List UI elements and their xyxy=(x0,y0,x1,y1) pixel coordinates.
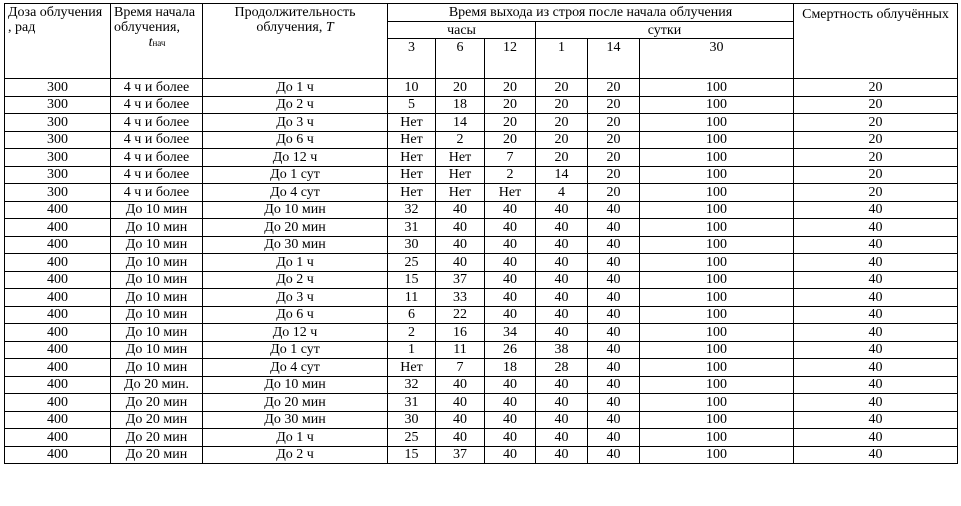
header-day-col: 1 xyxy=(536,39,588,79)
header-start-label: Время начала облучения, xyxy=(114,5,196,35)
cell-mortality: 40 xyxy=(794,254,958,272)
cell-d1: 40 xyxy=(536,219,588,237)
cell-dose: 400 xyxy=(5,359,111,377)
cell-start-time: 4 ч и более xyxy=(111,131,203,149)
cell-duration: До 10 мин xyxy=(203,376,388,394)
cell-d14: 20 xyxy=(588,166,640,184)
cell-duration: До 3 ч xyxy=(203,289,388,307)
cell-start-time: 4 ч и более xyxy=(111,149,203,167)
table-body xyxy=(5,79,958,464)
header-hour-col: 3 xyxy=(388,39,436,79)
cell-h3: 25 xyxy=(388,429,436,447)
cell-start-time: До 20 мин xyxy=(111,429,203,447)
cell-mortality: 40 xyxy=(794,429,958,447)
cell-h6: 20 xyxy=(436,79,485,97)
cell-d1: 20 xyxy=(536,114,588,132)
cell-d14: 40 xyxy=(588,411,640,429)
cell-mortality: 40 xyxy=(794,219,958,237)
cell-start-time: До 10 мин xyxy=(111,271,203,289)
cell-duration: До 30 мин xyxy=(203,411,388,429)
cell-dose: 400 xyxy=(5,271,111,289)
cell-d14: 40 xyxy=(588,271,640,289)
cell-d1: 20 xyxy=(536,79,588,97)
header-day-col: 14 xyxy=(588,39,640,79)
cell-d30: 100 xyxy=(640,446,794,464)
cell-start-time: 4 ч и более xyxy=(111,79,203,97)
cell-h12: 7 xyxy=(485,149,536,167)
header-failure-time: Время выхода из строя после начала облучения xyxy=(388,4,794,22)
cell-h12: 26 xyxy=(485,341,536,359)
cell-mortality: 20 xyxy=(794,184,958,202)
cell-start-time: До 10 мин xyxy=(111,236,203,254)
table-row xyxy=(5,149,958,167)
cell-d1: 28 xyxy=(536,359,588,377)
cell-d1: 20 xyxy=(536,149,588,167)
cell-duration: До 1 ч xyxy=(203,429,388,447)
cell-mortality: 40 xyxy=(794,446,958,464)
cell-d30: 100 xyxy=(640,166,794,184)
cell-h6: Нет xyxy=(436,149,485,167)
cell-duration: До 1 сут xyxy=(203,341,388,359)
header-duration-label: Продолжительность xyxy=(234,5,356,20)
table-header xyxy=(5,4,958,79)
cell-h3: 15 xyxy=(388,446,436,464)
header-duration xyxy=(203,4,388,79)
cell-h12: 40 xyxy=(485,201,536,219)
cell-start-time: 4 ч и более xyxy=(111,166,203,184)
cell-dose: 300 xyxy=(5,184,111,202)
cell-h3: 32 xyxy=(388,376,436,394)
table-row xyxy=(5,359,958,377)
cell-d14: 20 xyxy=(588,184,640,202)
cell-d30: 100 xyxy=(640,236,794,254)
cell-h3: Нет xyxy=(388,359,436,377)
cell-d30: 100 xyxy=(640,289,794,307)
cell-dose: 400 xyxy=(5,429,111,447)
cell-d30: 100 xyxy=(640,79,794,97)
cell-start-time: До 10 мин xyxy=(111,341,203,359)
cell-duration: До 6 ч xyxy=(203,131,388,149)
cell-h12: 20 xyxy=(485,79,536,97)
cell-d30: 100 xyxy=(640,394,794,412)
cell-d1: 40 xyxy=(536,254,588,272)
radiation-table xyxy=(4,3,958,464)
cell-duration: До 6 ч xyxy=(203,306,388,324)
cell-start-time: До 20 мин xyxy=(111,411,203,429)
cell-d1: 40 xyxy=(536,376,588,394)
cell-h6: 37 xyxy=(436,271,485,289)
header-duration-symbol: T xyxy=(325,20,334,35)
cell-mortality: 20 xyxy=(794,166,958,184)
cell-duration: До 2 ч xyxy=(203,271,388,289)
cell-mortality: 40 xyxy=(794,359,958,377)
cell-start-time: До 20 мин xyxy=(111,446,203,464)
cell-h12: 40 xyxy=(485,219,536,237)
cell-mortality: 40 xyxy=(794,201,958,219)
cell-h6: 40 xyxy=(436,429,485,447)
table-row xyxy=(5,446,958,464)
header-hour-col: 12 xyxy=(485,39,536,79)
cell-d30: 100 xyxy=(640,359,794,377)
cell-h3: 15 xyxy=(388,271,436,289)
cell-d30: 100 xyxy=(640,324,794,342)
cell-dose: 400 xyxy=(5,289,111,307)
cell-duration: До 20 мин xyxy=(203,394,388,412)
cell-d14: 40 xyxy=(588,236,640,254)
cell-h3: 31 xyxy=(388,394,436,412)
header-dose: Доза облучения , рад xyxy=(5,4,111,79)
cell-h12: Нет xyxy=(485,184,536,202)
cell-h12: 20 xyxy=(485,96,536,114)
cell-h12: 2 xyxy=(485,166,536,184)
cell-h12: 20 xyxy=(485,114,536,132)
cell-duration: До 3 ч xyxy=(203,114,388,132)
cell-d30: 100 xyxy=(640,254,794,272)
cell-h3: Нет xyxy=(388,149,436,167)
cell-dose: 400 xyxy=(5,394,111,412)
cell-h12: 40 xyxy=(485,306,536,324)
cell-d30: 100 xyxy=(640,429,794,447)
cell-mortality: 40 xyxy=(794,376,958,394)
cell-h3: 5 xyxy=(388,96,436,114)
cell-d1: 40 xyxy=(536,411,588,429)
cell-duration: До 4 сут xyxy=(203,184,388,202)
cell-mortality: 20 xyxy=(794,131,958,149)
cell-d1: 4 xyxy=(536,184,588,202)
table-row xyxy=(5,201,958,219)
table-row xyxy=(5,341,958,359)
cell-d14: 20 xyxy=(588,149,640,167)
cell-h6: 40 xyxy=(436,254,485,272)
table-row xyxy=(5,166,958,184)
cell-start-time: До 10 мин xyxy=(111,201,203,219)
cell-h6: 33 xyxy=(436,289,485,307)
cell-h6: 40 xyxy=(436,376,485,394)
table-row xyxy=(5,306,958,324)
cell-d14: 40 xyxy=(588,429,640,447)
cell-h3: 11 xyxy=(388,289,436,307)
table-row xyxy=(5,324,958,342)
cell-h12: 40 xyxy=(485,271,536,289)
table-row xyxy=(5,254,958,272)
cell-mortality: 40 xyxy=(794,306,958,324)
cell-d14: 40 xyxy=(588,306,640,324)
cell-duration: До 12 ч xyxy=(203,149,388,167)
table-row xyxy=(5,289,958,307)
cell-h3: 30 xyxy=(388,411,436,429)
cell-h12: 34 xyxy=(485,324,536,342)
cell-mortality: 40 xyxy=(794,394,958,412)
cell-dose: 300 xyxy=(5,114,111,132)
table-row xyxy=(5,236,958,254)
cell-duration: До 1 сут xyxy=(203,166,388,184)
header-days: сутки xyxy=(536,22,794,39)
cell-duration: До 2 ч xyxy=(203,446,388,464)
cell-d30: 100 xyxy=(640,306,794,324)
cell-d1: 40 xyxy=(536,306,588,324)
cell-h3: 1 xyxy=(388,341,436,359)
cell-d1: 14 xyxy=(536,166,588,184)
cell-dose: 300 xyxy=(5,131,111,149)
cell-h6: 16 xyxy=(436,324,485,342)
cell-dose: 400 xyxy=(5,341,111,359)
table-row xyxy=(5,184,958,202)
cell-duration: До 20 мин xyxy=(203,219,388,237)
cell-h6: 40 xyxy=(436,219,485,237)
table-row xyxy=(5,114,958,132)
cell-h6: 14 xyxy=(436,114,485,132)
cell-d1: 40 xyxy=(536,394,588,412)
cell-dose: 400 xyxy=(5,376,111,394)
cell-d14: 20 xyxy=(588,79,640,97)
cell-duration: До 1 ч xyxy=(203,79,388,97)
cell-start-time: До 20 мин. xyxy=(111,376,203,394)
cell-h3: 30 xyxy=(388,236,436,254)
table-row xyxy=(5,79,958,97)
cell-d14: 40 xyxy=(588,324,640,342)
cell-d14: 40 xyxy=(588,446,640,464)
cell-h3: Нет xyxy=(388,184,436,202)
cell-h3: 31 xyxy=(388,219,436,237)
cell-mortality: 40 xyxy=(794,236,958,254)
cell-d14: 20 xyxy=(588,96,640,114)
cell-d14: 40 xyxy=(588,341,640,359)
cell-h6: 7 xyxy=(436,359,485,377)
cell-h12: 20 xyxy=(485,131,536,149)
cell-h12: 40 xyxy=(485,411,536,429)
cell-duration: До 1 ч xyxy=(203,254,388,272)
cell-h3: 25 xyxy=(388,254,436,272)
cell-h12: 40 xyxy=(485,254,536,272)
cell-h6: 40 xyxy=(436,201,485,219)
cell-d14: 40 xyxy=(588,394,640,412)
header-mortality: Смертность облучённых xyxy=(794,4,958,79)
table-row xyxy=(5,131,958,149)
cell-duration: До 4 сут xyxy=(203,359,388,377)
cell-start-time: 4 ч и более xyxy=(111,184,203,202)
cell-h12: 40 xyxy=(485,236,536,254)
cell-dose: 400 xyxy=(5,201,111,219)
cell-d1: 40 xyxy=(536,271,588,289)
cell-start-time: До 20 мин xyxy=(111,394,203,412)
table-row xyxy=(5,376,958,394)
table-row xyxy=(5,271,958,289)
cell-d30: 100 xyxy=(640,219,794,237)
cell-d30: 100 xyxy=(640,149,794,167)
cell-duration: До 2 ч xyxy=(203,96,388,114)
cell-dose: 300 xyxy=(5,79,111,97)
cell-start-time: До 10 мин xyxy=(111,254,203,272)
cell-d1: 38 xyxy=(536,341,588,359)
cell-h3: Нет xyxy=(388,131,436,149)
cell-h6: 40 xyxy=(436,236,485,254)
cell-d1: 40 xyxy=(536,236,588,254)
cell-h12: 40 xyxy=(485,446,536,464)
cell-d1: 40 xyxy=(536,429,588,447)
cell-h3: 2 xyxy=(388,324,436,342)
cell-start-time: 4 ч и более xyxy=(111,114,203,132)
cell-dose: 300 xyxy=(5,149,111,167)
cell-h3: 10 xyxy=(388,79,436,97)
cell-h6: 2 xyxy=(436,131,485,149)
cell-d1: 40 xyxy=(536,324,588,342)
cell-d30: 100 xyxy=(640,341,794,359)
cell-duration: До 12 ч xyxy=(203,324,388,342)
cell-h3: Нет xyxy=(388,166,436,184)
cell-h6: Нет xyxy=(436,184,485,202)
cell-dose: 400 xyxy=(5,411,111,429)
cell-h12: 40 xyxy=(485,289,536,307)
header-start-time xyxy=(111,4,203,79)
table-row xyxy=(5,96,958,114)
header-start-symbol: tнач xyxy=(148,35,166,50)
cell-d14: 40 xyxy=(588,376,640,394)
cell-d14: 40 xyxy=(588,201,640,219)
cell-h6: 18 xyxy=(436,96,485,114)
cell-d14: 40 xyxy=(588,289,640,307)
cell-d1: 40 xyxy=(536,201,588,219)
cell-h6: 40 xyxy=(436,411,485,429)
cell-mortality: 20 xyxy=(794,79,958,97)
cell-dose: 400 xyxy=(5,236,111,254)
cell-d1: 40 xyxy=(536,446,588,464)
table-row xyxy=(5,429,958,447)
cell-mortality: 20 xyxy=(794,149,958,167)
cell-dose: 400 xyxy=(5,446,111,464)
cell-d14: 40 xyxy=(588,359,640,377)
cell-h6: Нет xyxy=(436,166,485,184)
cell-start-time: До 10 мин xyxy=(111,306,203,324)
cell-dose: 400 xyxy=(5,219,111,237)
cell-mortality: 40 xyxy=(794,341,958,359)
cell-d30: 100 xyxy=(640,131,794,149)
cell-mortality: 20 xyxy=(794,114,958,132)
cell-h6: 22 xyxy=(436,306,485,324)
cell-d30: 100 xyxy=(640,376,794,394)
header-duration-sublabel: облучения, xyxy=(256,20,323,35)
header-hour-col: 6 xyxy=(436,39,485,79)
cell-start-time: 4 ч и более xyxy=(111,96,203,114)
header-hours: часы xyxy=(388,22,536,39)
cell-h12: 18 xyxy=(485,359,536,377)
table-row xyxy=(5,394,958,412)
cell-mortality: 20 xyxy=(794,96,958,114)
table-row xyxy=(5,219,958,237)
cell-d30: 100 xyxy=(640,96,794,114)
cell-d14: 40 xyxy=(588,219,640,237)
header-day-col: 30 xyxy=(640,39,794,79)
cell-d1: 40 xyxy=(536,289,588,307)
cell-mortality: 40 xyxy=(794,271,958,289)
cell-h12: 40 xyxy=(485,394,536,412)
cell-d1: 20 xyxy=(536,96,588,114)
cell-dose: 300 xyxy=(5,166,111,184)
cell-d14: 20 xyxy=(588,114,640,132)
cell-dose: 300 xyxy=(5,96,111,114)
cell-d30: 100 xyxy=(640,271,794,289)
cell-mortality: 40 xyxy=(794,411,958,429)
cell-mortality: 40 xyxy=(794,324,958,342)
cell-start-time: До 10 мин xyxy=(111,289,203,307)
cell-mortality: 40 xyxy=(794,289,958,307)
cell-start-time: До 10 мин xyxy=(111,324,203,342)
cell-h6: 37 xyxy=(436,446,485,464)
cell-d14: 20 xyxy=(588,131,640,149)
cell-d30: 100 xyxy=(640,411,794,429)
cell-start-time: До 10 мин xyxy=(111,219,203,237)
cell-h6: 40 xyxy=(436,394,485,412)
cell-d14: 40 xyxy=(588,254,640,272)
cell-d30: 100 xyxy=(640,184,794,202)
cell-d30: 100 xyxy=(640,201,794,219)
cell-duration: До 30 мин xyxy=(203,236,388,254)
cell-h3: 32 xyxy=(388,201,436,219)
cell-start-time: До 10 мин xyxy=(111,359,203,377)
cell-dose: 400 xyxy=(5,324,111,342)
cell-h12: 40 xyxy=(485,429,536,447)
cell-h3: Нет xyxy=(388,114,436,132)
table-row xyxy=(5,411,958,429)
cell-h3: 6 xyxy=(388,306,436,324)
cell-h12: 40 xyxy=(485,376,536,394)
cell-d1: 20 xyxy=(536,131,588,149)
cell-h6: 11 xyxy=(436,341,485,359)
cell-d30: 100 xyxy=(640,114,794,132)
cell-dose: 400 xyxy=(5,306,111,324)
cell-duration: До 10 мин xyxy=(203,201,388,219)
cell-dose: 400 xyxy=(5,254,111,272)
